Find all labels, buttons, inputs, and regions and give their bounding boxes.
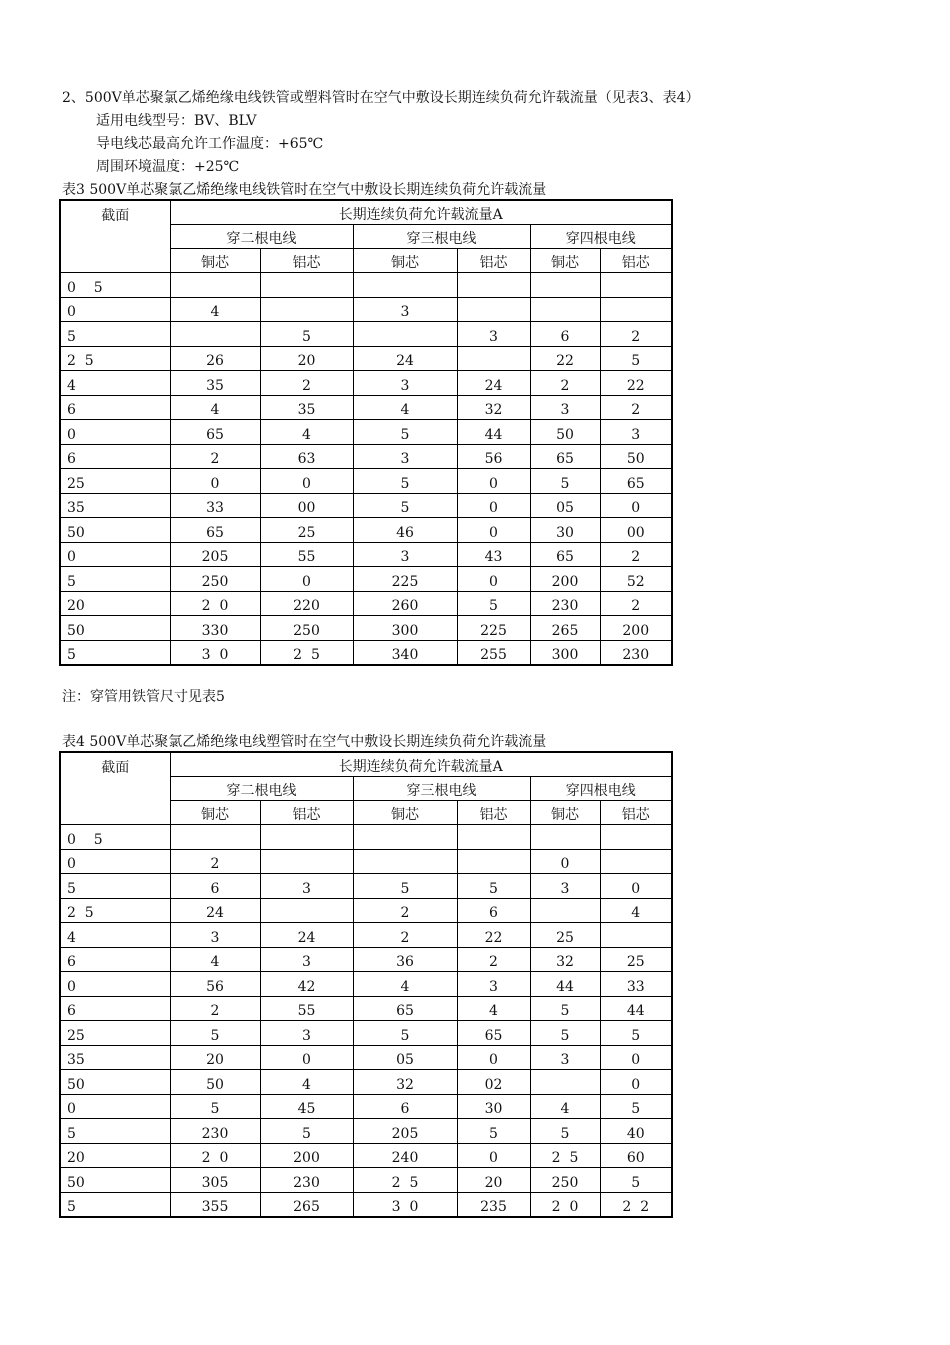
value-cell: 0 [457,1045,530,1070]
section-cell: 0 [60,1094,170,1119]
section-cell: 0 5 [60,825,170,850]
value-cell: 5 [600,1168,672,1193]
group-three-wires: 穿三根电线 [353,777,530,801]
section-cell: 0 [60,542,170,567]
heading: 2、500V单芯聚氯乙烯绝缘电线铁管或塑料管时在空气中敷设长期连续负荷允许载流量（见表3、表4） [62,90,700,106]
value-cell: 35 [260,395,353,420]
value-cell [260,297,353,322]
value-cell: 4 [457,996,530,1021]
value-cell: 33 [600,972,672,997]
value-cell [260,849,353,874]
value-cell: 20 [457,1168,530,1193]
value-cell: 3 0 [353,1192,457,1217]
value-cell: 265 [530,616,600,641]
value-cell: 0 [600,874,672,899]
section-cell: 0 [60,849,170,874]
value-cell: 240 [353,1143,457,1168]
value-cell: 22 [600,371,672,396]
value-cell: 43 [457,542,530,567]
value-cell: 5 [530,996,600,1021]
value-cell [260,898,353,923]
section-cell: 25 [60,469,170,494]
table-row [60,395,672,420]
value-cell: 0 [170,469,260,494]
group-four-wires: 穿四根电线 [530,225,672,249]
section-cell: 0 [60,972,170,997]
section-cell: 4 [60,371,170,396]
value-cell: 50 [530,420,600,445]
value-cell: 225 [353,567,457,592]
value-cell: 5 [600,1094,672,1119]
value-cell [457,273,530,298]
value-cell: 0 [600,1045,672,1070]
value-cell: 3 [353,297,457,322]
value-cell: 65 [530,444,600,469]
section-cell: 20 [60,1143,170,1168]
table-row [60,923,672,948]
value-cell: 36 [353,947,457,972]
table-row [60,947,672,972]
table-row [60,1070,672,1095]
value-cell: 4 [353,395,457,420]
section-cell: 6 [60,444,170,469]
value-cell: 2 [170,444,260,469]
section-cell: 6 [60,395,170,420]
value-cell: 00 [600,518,672,543]
section-cell: 6 [60,947,170,972]
value-cell: 4 [170,297,260,322]
value-cell: 00 [260,493,353,518]
value-cell: 65 [170,420,260,445]
table-row [60,996,672,1021]
value-cell: 230 [260,1168,353,1193]
value-cell [600,273,672,298]
value-cell: 200 [530,567,600,592]
value-cell [170,322,260,347]
section-cell: 5 [60,1192,170,1217]
value-cell: 2 [600,322,672,347]
value-cell: 0 [600,1070,672,1095]
section-cell: 25 [60,1021,170,1046]
table-row [60,640,672,665]
value-cell: 340 [353,640,457,665]
section-cell: 2 5 [60,346,170,371]
value-cell: 6 [530,322,600,347]
value-cell: 6 [353,1094,457,1119]
table-row [60,469,672,494]
value-cell: 5 [353,1021,457,1046]
table3 [59,199,673,666]
value-cell: 2 5 [260,640,353,665]
value-cell: 205 [353,1119,457,1144]
value-cell: 44 [457,420,530,445]
sub-copper: 铜芯 [170,249,260,273]
sub-aluminum: 铝芯 [457,801,530,825]
value-cell: 24 [353,346,457,371]
sub-aluminum: 铝芯 [600,249,672,273]
sub-copper: 铜芯 [353,249,457,273]
value-cell: 5 [530,1021,600,1046]
value-cell: 5 [353,469,457,494]
section-cell: 50 [60,1168,170,1193]
value-cell: 355 [170,1192,260,1217]
section-cell: 2 5 [60,898,170,923]
section-cell: 35 [60,1045,170,1070]
sub-aluminum: 铝芯 [260,249,353,273]
value-cell: 3 [457,972,530,997]
value-cell: 250 [260,616,353,641]
note-wire-type: 适用电线型号：BV、BLV [96,113,257,129]
current-group-header: 长期连续负荷允许载流量A [170,200,672,225]
value-cell: 55 [260,542,353,567]
value-cell: 22 [530,346,600,371]
value-cell [600,297,672,322]
value-cell: 3 [353,542,457,567]
value-cell [353,273,457,298]
value-cell: 0 [457,567,530,592]
value-cell: 230 [170,1119,260,1144]
value-cell: 0 [457,469,530,494]
value-cell: 0 [530,849,600,874]
table-row [60,1143,672,1168]
value-cell: 235 [457,1192,530,1217]
value-cell: 3 [530,395,600,420]
value-cell [457,825,530,850]
value-cell [530,825,600,850]
value-cell: 56 [170,972,260,997]
value-cell: 52 [600,567,672,592]
value-cell [353,825,457,850]
table-row [60,322,672,347]
value-cell: 2 [600,591,672,616]
value-cell: 2 2 [600,1192,672,1217]
section-cell: 20 [60,591,170,616]
value-cell [260,825,353,850]
table-row [60,874,672,899]
value-cell: 20 [260,346,353,371]
sub-aluminum: 铝芯 [260,801,353,825]
value-cell: 225 [457,616,530,641]
table-row [60,898,672,923]
value-cell: 2 [600,542,672,567]
value-cell: 2 [600,395,672,420]
table-row [60,420,672,445]
value-cell: 265 [260,1192,353,1217]
value-cell: 0 [260,1045,353,1070]
value-cell: 0 [600,493,672,518]
table-row [60,849,672,874]
value-cell: 65 [600,469,672,494]
section-cell: 0 5 [60,273,170,298]
value-cell: 05 [530,493,600,518]
sub-copper: 铜芯 [170,801,260,825]
value-cell: 20 [170,1045,260,1070]
value-cell: 5 [260,322,353,347]
table-row [60,1021,672,1046]
section-header-spacer [60,225,170,249]
value-cell: 250 [170,567,260,592]
value-cell: 250 [530,1168,600,1193]
value-cell [260,273,353,298]
section-cell: 5 [60,874,170,899]
current-group-header: 长期连续负荷允许载流量A [170,752,672,777]
group-four-wires: 穿四根电线 [530,777,672,801]
group-three-wires: 穿三根电线 [353,225,530,249]
value-cell: 255 [457,640,530,665]
value-cell: 2 [260,371,353,396]
section-cell: 50 [60,518,170,543]
value-cell: 2 [353,923,457,948]
value-cell [170,273,260,298]
sub-aluminum: 铝芯 [600,801,672,825]
table-row [60,542,672,567]
value-cell: 5 [530,469,600,494]
table-row [60,1168,672,1193]
value-cell: 6 [170,874,260,899]
table-row [60,972,672,997]
value-cell: 44 [600,996,672,1021]
value-cell: 230 [530,591,600,616]
table-row [60,518,672,543]
value-cell: 230 [600,640,672,665]
value-cell: 50 [170,1070,260,1095]
value-cell: 26 [170,346,260,371]
value-cell [170,825,260,850]
table-row [60,591,672,616]
value-cell: 45 [260,1094,353,1119]
value-cell: 5 [170,1021,260,1046]
value-cell: 3 [457,322,530,347]
value-cell [600,849,672,874]
value-cell: 42 [260,972,353,997]
value-cell: 55 [260,996,353,1021]
value-cell: 02 [457,1070,530,1095]
section-cell: 35 [60,493,170,518]
value-cell [530,297,600,322]
value-cell: 305 [170,1168,260,1193]
value-cell: 205 [170,542,260,567]
value-cell: 5 [457,874,530,899]
table-row [60,1192,672,1217]
group-two-wires: 穿二根电线 [170,225,353,249]
value-cell: 3 0 [170,640,260,665]
value-cell: 65 [170,518,260,543]
value-cell: 260 [353,591,457,616]
value-cell: 30 [530,518,600,543]
note-ambient-temp: 周围环境温度：+25℃ [96,159,240,175]
table-row [60,1094,672,1119]
value-cell: 5 [600,346,672,371]
value-cell: 32 [353,1070,457,1095]
value-cell: 56 [457,444,530,469]
table-row [60,825,672,850]
value-cell: 5 [600,1021,672,1046]
value-cell: 30 [457,1094,530,1119]
table-row [60,1119,672,1144]
value-cell [530,898,600,923]
section-header-spacer [60,249,170,273]
value-cell: 44 [530,972,600,997]
value-cell: 3 [353,444,457,469]
value-cell: 3 [260,947,353,972]
sub-aluminum: 铝芯 [457,249,530,273]
section-cell: 5 [60,567,170,592]
value-cell: 35 [170,371,260,396]
value-cell: 5 [457,591,530,616]
section-cell: 0 [60,420,170,445]
value-cell: 22 [457,923,530,948]
value-cell: 0 [260,469,353,494]
table4-caption: 表4 500V单芯聚氯乙烯绝缘电线塑管时在空气中敷设长期连续负荷允许载流量 [62,734,547,750]
value-cell: 2 [170,996,260,1021]
value-cell: 3 [600,420,672,445]
table-row [60,444,672,469]
value-cell: 4 [260,1070,353,1095]
value-cell: 32 [530,947,600,972]
value-cell: 32 [457,395,530,420]
value-cell: 2 0 [170,1143,260,1168]
value-cell: 60 [600,1143,672,1168]
value-cell: 3 [170,923,260,948]
section-cell: 4 [60,923,170,948]
value-cell: 40 [600,1119,672,1144]
value-cell: 33 [170,493,260,518]
value-cell: 2 5 [353,1168,457,1193]
value-cell: 3 [260,874,353,899]
section-header: 截面 [60,200,170,225]
value-cell: 25 [260,518,353,543]
value-cell: 0 [457,1143,530,1168]
value-cell: 5 [530,1119,600,1144]
value-cell: 4 [170,947,260,972]
table3-caption: 表3 500V单芯聚氯乙烯绝缘电线铁管时在空气中敷设长期连续负荷允许载流量 [62,182,547,198]
value-cell [530,1070,600,1095]
section-cell: 6 [60,996,170,1021]
value-cell [530,273,600,298]
table-row [60,1045,672,1070]
value-cell: 3 [530,1045,600,1070]
value-cell: 2 5 [530,1143,600,1168]
value-cell: 5 [353,874,457,899]
section-cell: 50 [60,1070,170,1095]
value-cell: 0 [457,518,530,543]
value-cell: 200 [260,1143,353,1168]
value-cell: 2 0 [530,1192,600,1217]
value-cell: 4 [170,395,260,420]
section-header-spacer [60,801,170,825]
value-cell: 65 [530,542,600,567]
table-row [60,297,672,322]
value-cell: 63 [260,444,353,469]
value-cell [600,825,672,850]
value-cell: 0 [260,567,353,592]
value-cell: 2 [457,947,530,972]
value-cell: 5 [353,420,457,445]
value-cell: 24 [457,371,530,396]
table-row [60,493,672,518]
section-cell: 5 [60,640,170,665]
note-max-temp: 导电线芯最高允许工作温度：+65℃ [96,136,324,152]
value-cell: 3 [530,874,600,899]
section-cell: 50 [60,616,170,641]
value-cell: 0 [457,493,530,518]
value-cell [353,849,457,874]
section-cell: 5 [60,322,170,347]
value-cell: 4 [353,972,457,997]
table-row [60,273,672,298]
section-cell: 0 [60,297,170,322]
table-row [60,567,672,592]
section-header: 截面 [60,752,170,777]
value-cell: 25 [600,947,672,972]
value-cell: 65 [353,996,457,1021]
value-cell: 24 [260,923,353,948]
value-cell: 46 [353,518,457,543]
value-cell [353,322,457,347]
table-row [60,616,672,641]
value-cell [457,849,530,874]
value-cell: 5 [170,1094,260,1119]
sub-copper: 铜芯 [353,801,457,825]
table4 [59,751,673,1218]
value-cell: 24 [170,898,260,923]
value-cell: 4 [530,1094,600,1119]
value-cell [457,297,530,322]
value-cell: 330 [170,616,260,641]
value-cell [600,923,672,948]
value-cell: 200 [600,616,672,641]
value-cell: 5 [457,1119,530,1144]
value-cell: 220 [260,591,353,616]
value-cell: 2 [353,898,457,923]
value-cell: 25 [530,923,600,948]
value-cell: 5 [353,493,457,518]
value-cell: 4 [600,898,672,923]
value-cell: 2 [170,849,260,874]
section-cell: 5 [60,1119,170,1144]
value-cell: 5 [260,1119,353,1144]
value-cell: 300 [530,640,600,665]
note-pipe-size: 注：穿管用铁管尺寸见表5 [62,689,225,705]
sub-copper: 铜芯 [530,801,600,825]
value-cell: 3 [353,371,457,396]
value-cell: 6 [457,898,530,923]
value-cell: 2 [530,371,600,396]
table-row [60,346,672,371]
sub-copper: 铜芯 [530,249,600,273]
value-cell: 4 [260,420,353,445]
table-row [60,371,672,396]
value-cell [457,346,530,371]
value-cell: 300 [353,616,457,641]
section-header-spacer [60,777,170,801]
value-cell: 65 [457,1021,530,1046]
value-cell: 3 [260,1021,353,1046]
value-cell: 05 [353,1045,457,1070]
value-cell: 2 0 [170,591,260,616]
group-two-wires: 穿二根电线 [170,777,353,801]
value-cell: 50 [600,444,672,469]
